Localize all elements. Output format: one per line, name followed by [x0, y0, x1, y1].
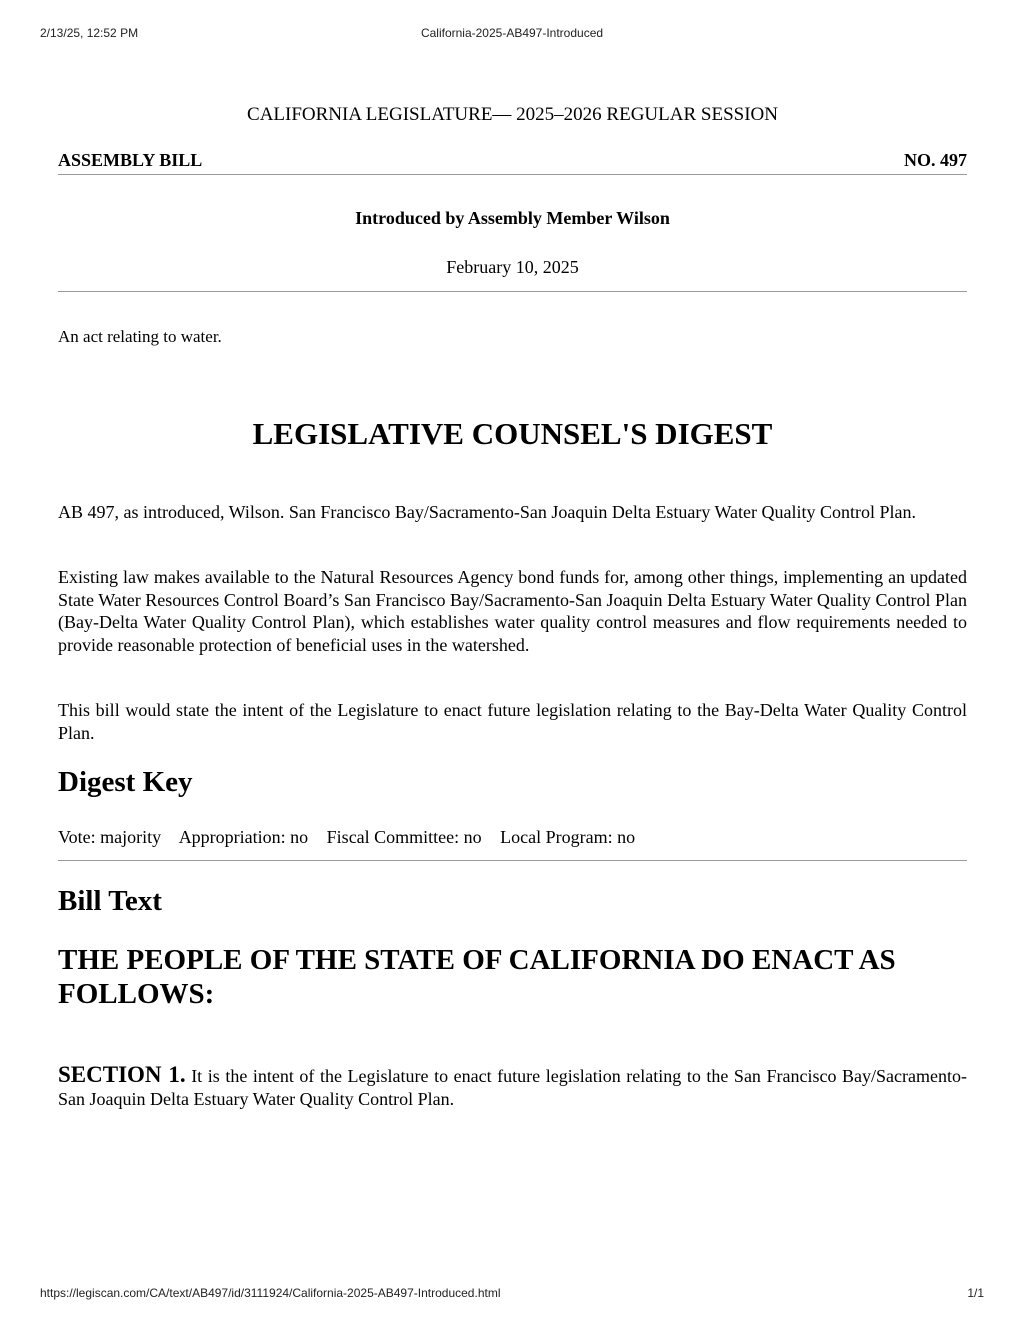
digest-key-vote: Vote: majority	[58, 827, 162, 847]
section-text: It is the intent of the Legislature to enact future legislation relating to the San Francisco Bay/Sacramento-San Joaquin Delta Estuary Water Quality Control Plan.	[58, 1066, 967, 1109]
bill-identifier-row	[58, 150, 967, 175]
digest-existing-law: Existing law makes available to the Natural Resources Agency bond funds for, among other things, implementing an updated State Water Resources Control Board’s San Francisco Bay/Sacramento-San Joaquin Delta Estuary Water Quality Control Plan (Bay-Delta Water Quality Control Plan), which establishes water quality control measures and flow requirements needed to provide reasonable protection of beneficial uses in the watershed.	[58, 567, 967, 655]
divider	[58, 291, 967, 292]
digest-key-row	[58, 827, 967, 848]
digest-key-fiscal-committee: Fiscal Committee: no	[326, 827, 482, 847]
bill-text-heading: Bill Text	[58, 885, 162, 917]
digest-key-local-program: Local Program: no	[500, 827, 636, 847]
print-datetime: 2/13/25, 12:52 PM	[40, 26, 139, 40]
page-url: https://legiscan.com/CA/text/AB497/id/3111924/California-2025-AB497-Introduced.html	[40, 1286, 501, 1300]
introduced-by: Introduced by Assembly Member Wilson	[355, 208, 670, 228]
enacting-clause: THE PEOPLE OF THE STATE OF CALIFORNIA DO ENACT AS FOLLOWS:	[58, 944, 896, 1010]
digest-summary: AB 497, as introduced, Wilson. San Francisco Bay/Sacramento-San Joaquin Delta Estuary Water Quality Control Plan.	[58, 502, 917, 522]
bill-number: NO. 497	[904, 150, 967, 170]
section-1	[58, 1063, 967, 1111]
digest-heading: LEGISLATIVE COUNSEL'S DIGEST	[252, 416, 773, 451]
session-title: CALIFORNIA LEGISLATURE— 2025–2026 REGULAR SESSION	[247, 104, 778, 125]
bill-type: ASSEMBLY BILL	[58, 150, 203, 170]
digest-key-appropriation: Appropriation: no	[178, 827, 309, 847]
digest-bill-intent: This bill would state the intent of the Legislature to enact future legislation relating to the Bay-Delta Water Quality Control Plan.	[58, 700, 967, 743]
act-title: An act relating to water.	[58, 327, 222, 346]
divider	[58, 860, 967, 861]
digest-key-heading: Digest Key	[58, 766, 193, 798]
introduction-date: February 10, 2025	[446, 257, 579, 277]
print-page-title: California-2025-AB497-Introduced	[420, 26, 604, 40]
page-number: 1/1	[967, 1286, 984, 1300]
print-header	[40, 26, 984, 42]
section-label: SECTION 1.	[58, 1062, 186, 1087]
print-footer	[40, 1286, 984, 1302]
